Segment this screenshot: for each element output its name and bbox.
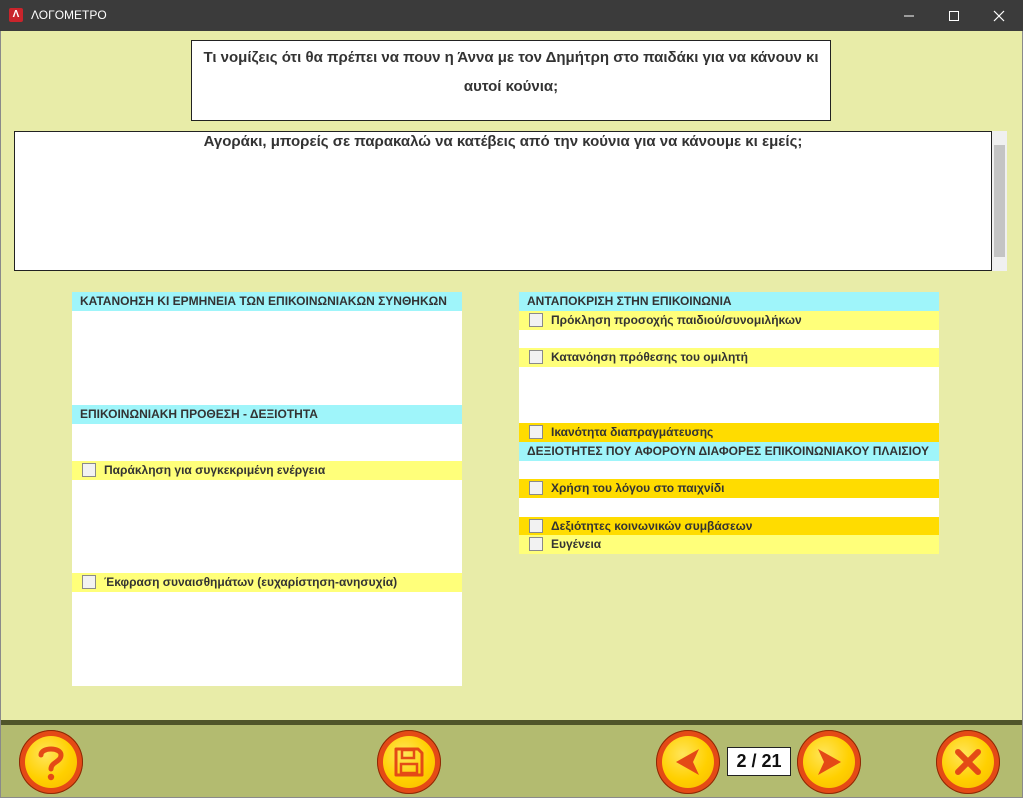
answer-scrollbar[interactable] <box>992 131 1007 271</box>
app-icon: Λ <box>9 8 23 22</box>
checkbox-label: Ευγένεια <box>551 537 602 551</box>
minimize-icon <box>903 10 915 22</box>
question-text: Τι νομίζεις ότι θα πρέπει να πουν η Άννα με τον Δημήτρη στο παιδάκι για να κάνουν κι αυτοί κούνια; <box>203 49 819 95</box>
window-close-button[interactable] <box>976 0 1022 31</box>
checkbox-label: Χρήση του λόγου στο παιχνίδι <box>551 481 725 495</box>
checkbox[interactable] <box>529 425 543 439</box>
checkbox-row-express-emotions[interactable] <box>72 573 462 592</box>
checkbox-label: Πρόκληση προσοχής παιδιού/συνομιλήκων <box>551 313 802 327</box>
maximize-button[interactable] <box>931 0 977 31</box>
prev-page-button[interactable] <box>656 730 720 794</box>
scrollbar-thumb[interactable] <box>994 145 1005 257</box>
checkbox-label: Δεξιότητες κοινωνικών συμβάσεων <box>551 519 753 533</box>
section-header-context-skills: ΔΕΞΙΟΤΗΤΕΣ ΠΟΥ ΑΦΟΡΟΥΝ ΔΙΑΦΟΡΕΣ ΕΠΙΚΟΙΝΩΝΙΑΚΟΥ ΠΛΑΙΣΙΟΥ <box>519 442 939 461</box>
checkbox-row-social-conventions[interactable] <box>519 517 939 536</box>
close-icon <box>953 747 983 777</box>
window-title: ΛΟΓΟΜΕΤΡΟ <box>31 8 107 22</box>
checkbox-label: Κατανόηση πρόθεσης του ομιλητή <box>551 350 748 364</box>
checkbox-label: Έκφραση συναισθημάτων (ευχαρίστηση-ανησυχία) <box>104 575 398 589</box>
checkbox[interactable] <box>529 350 543 364</box>
checkbox-row-attention[interactable] <box>519 311 939 330</box>
right-panel <box>519 292 939 553</box>
help-icon <box>33 742 69 782</box>
answer-box[interactable] <box>14 131 992 271</box>
arrow-right-icon <box>812 746 846 778</box>
section-header-understanding: ΚΑΤΑΝΟΗΣΗ ΚΙ ΕΡΜΗΝΕΙΑ ΤΩΝ ΕΠΙΚΟΙΝΩΝΙΑΚΩΝ ΣΥΝΘΗΚΩΝ <box>72 292 462 311</box>
checkbox[interactable] <box>82 463 96 477</box>
section-header-response: ΑΝΤΑΠΟΚΡΙΣΗ ΣΤΗΝ ΕΠΙΚΟΙΝΩΝΙΑ <box>519 292 939 311</box>
checkbox-row-negotiation[interactable] <box>519 423 939 442</box>
checkbox[interactable] <box>529 481 543 495</box>
close-button[interactable] <box>936 730 1000 794</box>
checkbox-row-politeness[interactable] <box>519 535 939 554</box>
save-button[interactable] <box>377 730 441 794</box>
question-box <box>191 40 831 121</box>
checkbox[interactable] <box>82 575 96 589</box>
title-bar <box>0 0 1023 31</box>
next-page-button[interactable] <box>797 730 861 794</box>
checkbox[interactable] <box>529 519 543 533</box>
page-counter: 2 / 21 <box>727 747 791 776</box>
checkbox-row-speaker-intent[interactable] <box>519 348 939 367</box>
help-button[interactable] <box>19 730 83 794</box>
save-icon <box>394 747 424 777</box>
checkbox-label: Παράκληση για συγκεκριμένη ενέργεια <box>104 463 326 477</box>
left-panel <box>72 292 462 686</box>
checkbox[interactable] <box>529 537 543 551</box>
checkbox[interactable] <box>529 313 543 327</box>
bottom-toolbar <box>1 725 1022 797</box>
checkbox-row-request-action[interactable] <box>72 461 462 480</box>
window-close-icon <box>993 10 1005 22</box>
checkbox-row-speech-in-play[interactable] <box>519 479 939 498</box>
maximize-icon <box>948 10 960 22</box>
answer-text: Αγοράκι, μπορείς σε παρακαλώ να κατέβεις από την κούνια για να κάνουμε κι εμείς; <box>203 133 803 150</box>
checkbox-label: Ικανότητα διαπραγμάτευσης <box>551 425 714 439</box>
section-header-intent: ΕΠΙΚΟΙΝΩΝΙΑΚΗ ΠΡΟΘΕΣΗ - ΔΕΞΙΟΤΗΤΑ <box>72 405 462 424</box>
minimize-button[interactable] <box>886 0 932 31</box>
arrow-left-icon <box>671 746 705 778</box>
